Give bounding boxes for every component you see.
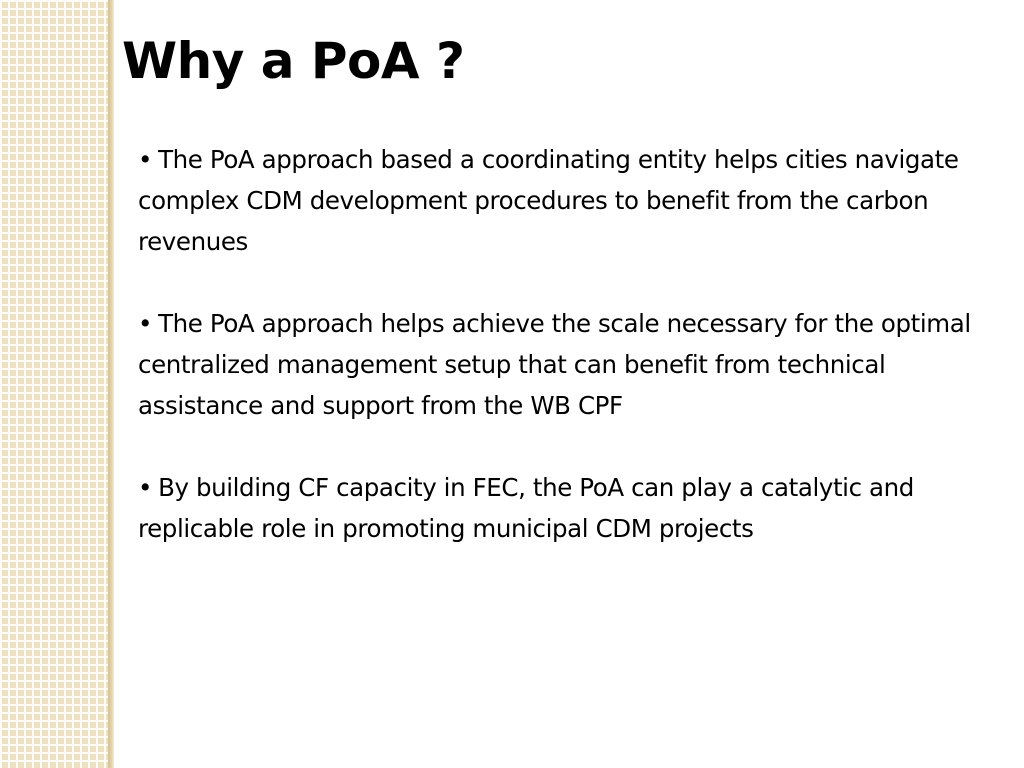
bullet-icon: • xyxy=(138,309,153,338)
bullet-item xyxy=(138,303,998,426)
bullet-text: By building CF capacity in FEC, the PoA can play a catalytic and replicable role in promoting municipal CDM projects xyxy=(138,473,914,543)
bullet-list xyxy=(138,139,998,590)
bullet-item xyxy=(138,139,998,262)
bullet-text: The PoA approach helps achieve the scale necessary for the optimal centralized management setup that can benefit from technical assistance and support from the WB CPF xyxy=(138,309,971,420)
bullet-icon: • xyxy=(138,145,153,174)
bullet-item xyxy=(138,467,998,549)
decorative-side-band xyxy=(0,0,108,768)
slide-title: Why a PoA ? xyxy=(122,32,465,90)
side-band-edge xyxy=(108,0,114,768)
bullet-icon: • xyxy=(138,473,153,502)
bullet-text: The PoA approach based a coordinating entity helps cities navigate complex CDM development procedures to benefit from the carbon revenues xyxy=(138,145,959,256)
